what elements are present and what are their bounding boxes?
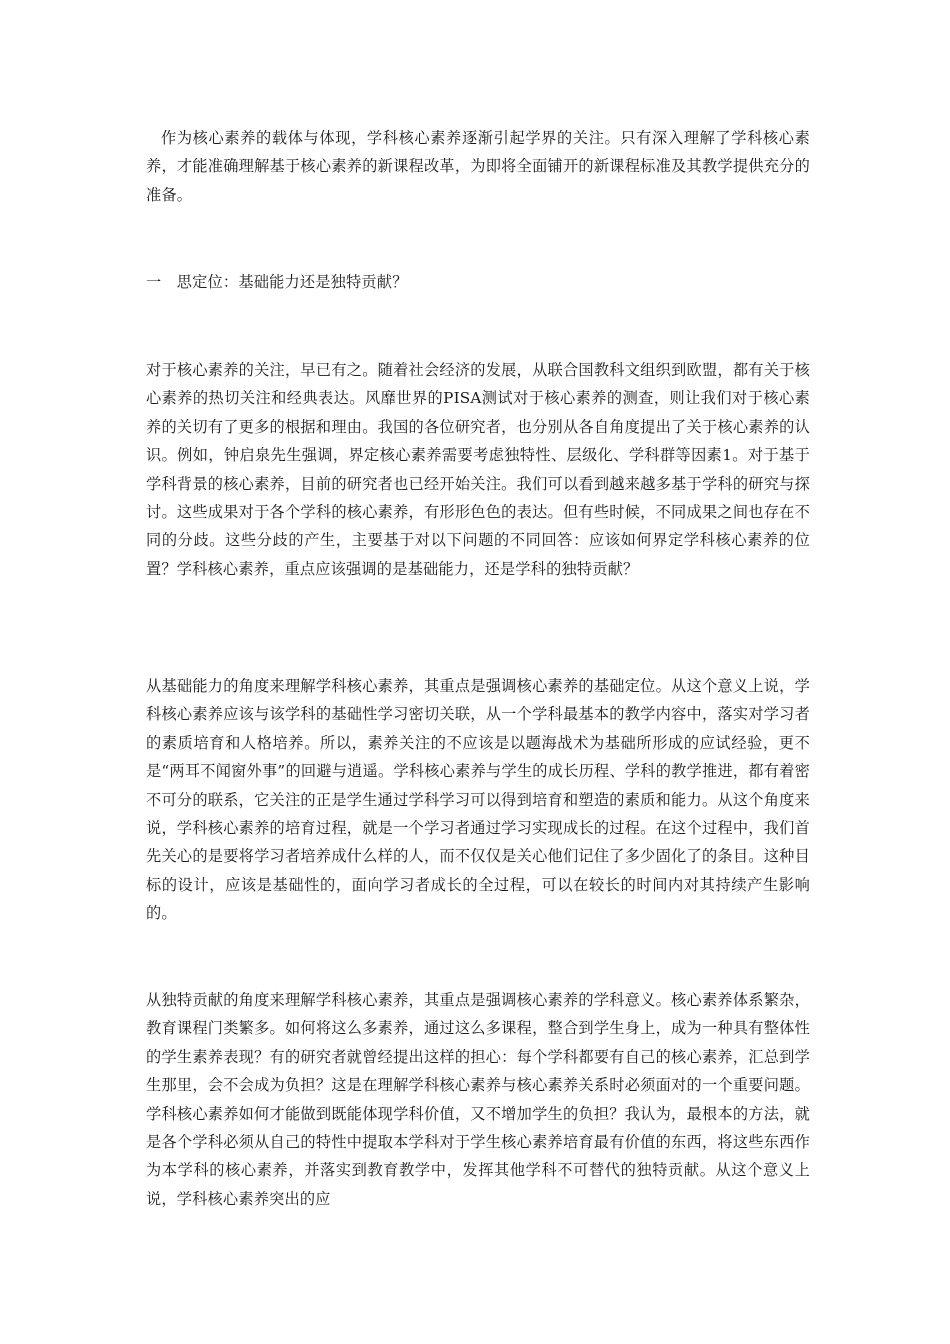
- body-paragraph-2: 从基础能力的角度来理解学科核心素养，其重点是强调核心素养的基础定位。从这个意义上说，学科核心素养应该与该学科的基础性学习密切关联，从一个学科最基本的教学内容中，落实对学习者的素质培育和人格培养。所以，素养关注的不应该是以题海战术为基础所形成的应试经验，更不是“两耳不闻窗外事”的回避与逍遥。学科核心素养与学生的成长历程、学科的教学推进，都有着密不可分的联系，它关注的正是学生通过学科学习可以得到培育和塑造的素质和能力。从这个角度来说，学科核心素养的培育过程，就是一个学习者通过学习实现成长的过程。在这个过程中，我们首先关心的是要将学习者培养成什么样的人，而不仅仅是关心他们记住了多少固化了的条目。这种目标的设计，应该是基础性的，面向学习者成长的全过程，可以在较长的时间内对其持续产生影响的。: [146, 677, 810, 923]
- section-heading: 一 思定位：基础能力还是独特贡献？: [146, 273, 408, 291]
- body-paragraph-3: 从独特贡献的角度来理解学科核心素养，其重点是强调核心素养的学科意义。核心素养体系繁杂，教育课程门类繁多。如何将这么多素养，通过这么多课程，整合到学生身上，成为一种具有整体性的学生素养表现？有的研究者就曾经提出这样的担心：每个学科都要有自己的核心素养，汇总到学生那里，会不会成为负担？这是在理解学科核心素养与核心素养关系时必须面对的一个重要问题。学科核心素养如何才能做到既能体现学科价值，又不增加学生的负担？我认为，最根本的方法，就是各个学科必须从自己的特性中提取本学科对于学生核心素养培育最有价值的东西，将这些东西作为本学科的核心素养，并落实到教育教学中，发挥其他学科不可替代的独特贡献。从这个意义上说，学科核心素养突出的应: [146, 991, 810, 1208]
- body-paragraph-1: 对于核心素养的关注，早已有之。随着社会经济的发展，从联合国教科文组织到欧盟，都有关于核心素养的热切关注和经典表达。风靡世界的PISA测试对于核心素养的测查，则让我们对于核心素养的关切有了更多的根据和理由。我国的各位研究者，也分别从各自角度提出了关于核心素养的认识。例如，钟启泉先生强调，界定核心素养需要考虑独特性、层级化、学科群等因素1。对于基于学科背景的核心素养，目前的研究者也已经开始关注。我们可以看到越来越多基于学科的研究与探讨。这些成果对于各个学科的核心素养，有形形色色的表达。但有些时候，不同成果之间也存在不同的分歧。这些分歧的产生，主要基于对以下问题的不同回答：应该如何界定学科核心素养的位置？学科核心素养，重点应该强调的是基础能力，还是学科的独特贡献？: [146, 361, 810, 578]
- intro-paragraph: 作为核心素养的载体与体现，学科核心素养逐渐引起学界的关注。只有深入理解了学科核心素养，才能准确理解基于核心素养的新课程改革，为即将全面铺开的新课程标准及其教学提供充分的准备。: [146, 129, 810, 204]
